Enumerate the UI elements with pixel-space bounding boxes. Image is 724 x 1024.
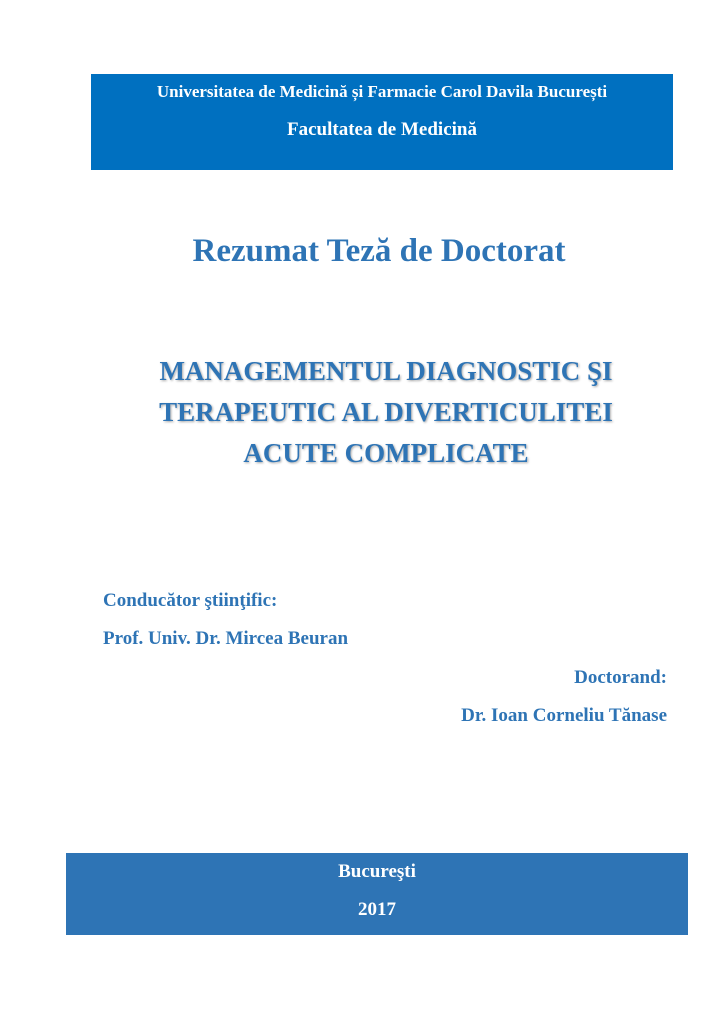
- thesis-title-line: MANAGEMENTUL DIAGNOSTIC ŞI: [159, 356, 613, 386]
- advisor-label: Conducător ştiinţific:: [103, 590, 278, 611]
- thesis-title-line: ACUTE COMPLICATE: [243, 438, 529, 468]
- header-banner: [91, 74, 673, 170]
- advisor-name: Prof. Univ. Dr. Mircea Beuran: [103, 628, 349, 649]
- university-name: Universitatea de Medicină și Farmacie Carol Davila București: [156, 82, 608, 101]
- student-name: Dr. Ioan Corneliu Tănase: [461, 705, 667, 726]
- thesis-title-line: TERAPEUTIC AL DIVERTICULITEI: [159, 397, 613, 427]
- footer-year: 2017: [358, 899, 396, 920]
- footer-banner: [66, 853, 688, 935]
- student-label: Doctorand:: [574, 667, 667, 688]
- footer-city: Bucureşti: [338, 861, 416, 882]
- thesis-title: [0, 351, 724, 474]
- faculty-name: Facultatea de Medicină: [287, 119, 477, 140]
- document-title: Rezumat Teză de Doctorat: [192, 233, 566, 269]
